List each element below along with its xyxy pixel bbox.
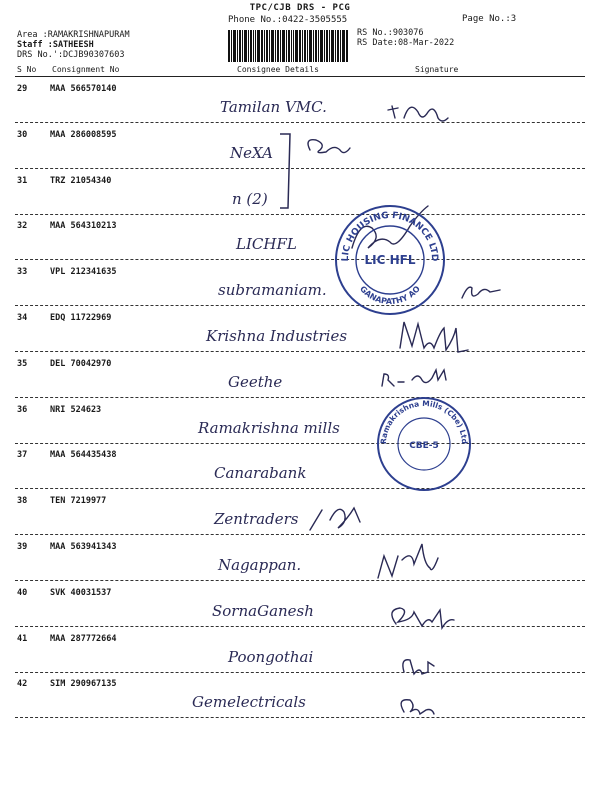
row-consignee-handwriting: SornaGanesh (212, 601, 314, 620)
row-sno: 38 (17, 496, 28, 507)
signature-34 (400, 322, 468, 352)
phone-number: Phone No.:0422-3505555 (228, 15, 348, 25)
drs-number: DRS No.':DCJB90307603 (17, 50, 125, 60)
bracket-mark (276, 132, 296, 212)
document-title: TPC/CJB DRS - PCG (249, 3, 351, 13)
row-sno: 32 (17, 221, 28, 232)
lic-stamp-top-text: LIC HOUSING FINANCE LTD (340, 210, 440, 262)
row-consignee-handwriting: Geethe (228, 372, 283, 391)
mills-stamp-inner-text: CBE-5 (409, 441, 439, 451)
row-sno: 29 (17, 84, 28, 94)
row-sno: 40 (17, 587, 28, 598)
signature-30 (308, 140, 350, 153)
signature-33 (462, 287, 500, 298)
row-consignee-handwriting: Canarabank (214, 464, 307, 483)
row-consignee-handwriting: NeXA (230, 143, 273, 162)
row-consignment-no: EDQ 11722969 (50, 313, 112, 323)
signature-29 (388, 106, 448, 121)
column-header-consignee: Consignee Details (237, 65, 319, 74)
row-consignment-no: MAA 287772664 (50, 633, 117, 644)
row-consignment-no: SVK 40031537 (50, 587, 112, 598)
row-sno: 41 (17, 633, 28, 644)
row-consignee-handwriting: subramaniam. (218, 281, 327, 300)
row-consignment-no: TEN 7219977 (50, 496, 107, 507)
row-consignment-no: DEL 70042970 (50, 358, 112, 369)
signature-39 (378, 544, 438, 578)
row-sno: 42 (17, 679, 28, 690)
row-sno: 31 (17, 175, 28, 186)
row-sno: 37 (17, 450, 28, 461)
row-consignee-handwriting: Tamilan VMC. (220, 98, 327, 116)
row-consignee-handwriting: Krishna Industries (206, 327, 348, 345)
row-consignment-no: SIM 290967135 (50, 679, 117, 690)
row-consignment-no: TRZ 21054340 (50, 175, 112, 186)
row-sno: 35 (17, 358, 28, 369)
row-consignment-no: NRI 524623 (50, 404, 102, 415)
signature-38 (310, 508, 360, 530)
column-header-signature: Signature (415, 65, 459, 74)
row-consignee-handwriting: Zentraders (214, 510, 299, 529)
row-consignment-no: MAA 564435438 (50, 450, 117, 461)
row-sno: 39 (17, 542, 28, 552)
lic-stamp-inner-text: LIC HFL (364, 253, 416, 267)
rs-date: RS Date:08-Mar-2022 (357, 38, 455, 48)
row-consignment-no: MAA 286008595 (50, 129, 117, 140)
page-number: Page No.:3 (462, 14, 517, 24)
row-consignee-handwriting: LICHFL (236, 235, 297, 254)
column-header-sno: S No (17, 65, 37, 74)
row-consignee-handwriting: Ramakrishna mills (198, 418, 340, 437)
row-sno: 34 (17, 313, 28, 323)
signature-40 (392, 608, 454, 628)
row-consignment-no: VPL 212341635 (50, 267, 117, 278)
row-consignee-handwriting: Gemelectricals (192, 693, 306, 712)
mills-stamp-outer-text: Ramakrishna Mills (Cbe) Ltd (378, 398, 470, 445)
signature-42 (401, 700, 434, 714)
column-header-consignment: Consignment No (52, 65, 120, 74)
row-consignee-handwriting: Poongothai (228, 647, 314, 666)
row-consignment-no: MAA 563941343 (50, 542, 117, 552)
svg-text:Ramakrishna Mills (Cbe) Ltd (379, 399, 469, 444)
row-consignee-handwriting: n (2) (232, 189, 268, 208)
row-sno: 30 (17, 129, 28, 140)
row-consignment-no: MAA 566570140 (50, 84, 117, 94)
row-sno: 33 (17, 267, 28, 278)
svg-text:GANAPATHY AO (358, 284, 422, 306)
row-consignee-handwriting: Nagappan. (218, 556, 302, 574)
rs-number: RS No.:903076 (357, 28, 424, 38)
lic-stamp (330, 200, 450, 320)
area-label: Area :RAMAKRISHNAPURAM (17, 30, 130, 40)
row-sno: 36 (17, 404, 28, 415)
row-consignment-no: MAA 564310213 (50, 221, 117, 232)
staff-label: Staff :SATHEESH (17, 40, 94, 50)
lic-stamp-bottom-text: GANAPATHY AO (358, 284, 422, 307)
signature-35 (382, 370, 446, 386)
signature-41 (403, 660, 434, 674)
mills-stamp (372, 392, 476, 496)
